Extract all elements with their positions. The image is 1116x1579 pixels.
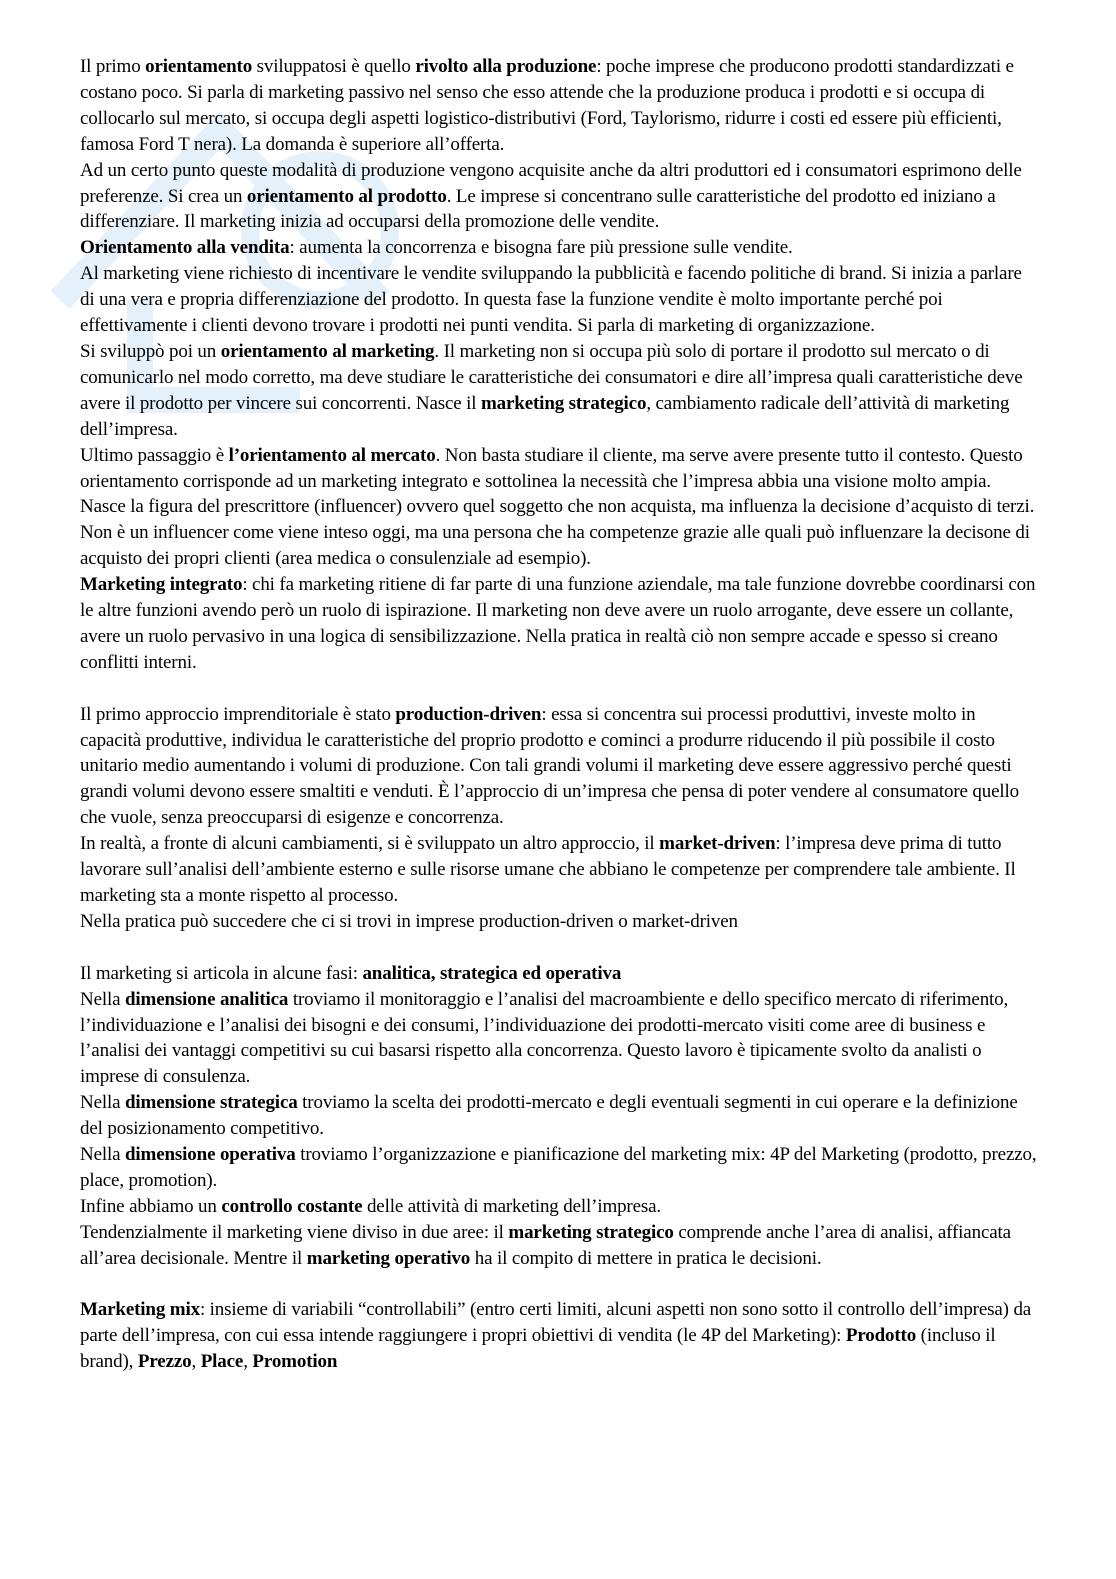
paragraph-p12 xyxy=(80,987,1040,1091)
bold-term: Prezzo xyxy=(137,1351,192,1373)
text-run: Ultimo passaggio è xyxy=(80,444,229,466)
text-run: : chi fa marketing ritiene di far parte di una funzione aziendale, ma tale funzione dovrebbe coordinarsi con le altre funzioni avendo però un ruolo di ispirazione. Il marketing non deve avere un ruolo arrogante, deve essere un collante, avere un ruolo pervasivo in una logica di sensibilizzazione. Nella pratica in realtà ciò non sempre accade e spesso si creano conflitti interni. xyxy=(80,574,1036,673)
paragraph-gap xyxy=(80,676,1040,702)
text-run: : essa si concentra sui processi produttivi, investe molto in capacità produttive, individua le caratteristiche del proprio prodotto e cominci a produrre riducendo il più possibile il costo unitario medio aumentando i volumi di produzione. Con tali grandi volumi il marketing deve essere aggressivo perché questi grandi volumi devono essere smaltiti e venduti. È l’approccio di un’impresa che pensa di poter vendere al consumatore quello che vuole, senza preoccuparsi di esigenze e concorrenza. xyxy=(80,703,1020,829)
bold-term: Marketing mix xyxy=(80,1299,200,1321)
bold-term: marketing operativo xyxy=(306,1247,471,1269)
text-run: Si sviluppò poi un xyxy=(80,340,221,362)
paragraph-p17 xyxy=(80,1297,1040,1375)
text-run: In realtà, a fronte di alcuni cambiamenti, si è sviluppato un altro approccio, il xyxy=(80,833,660,855)
text-run: Il primo approccio imprenditoriale è stato xyxy=(80,703,396,725)
paragraph-p10 xyxy=(80,909,1040,935)
text-run: . Il marketing non si occupa più solo di portare il prodotto sul mercato o di comunicarlo nel modo corretto, ma deve studiare le caratteristiche dei consumatori e dire all’impresa quali caratteristiche deve avere il prodotto per vincere sui concorrenti. Nasce il xyxy=(80,340,1023,414)
bold-term: orientamento xyxy=(145,56,253,77)
bold-term: dimensione strategica xyxy=(125,1092,298,1114)
text-run: sviluppatosi è quello xyxy=(252,56,416,77)
bold-term: orientamento al marketing xyxy=(220,340,435,362)
text-run: troviamo la scelta dei prodotti-mercato e degli eventuali segmenti in cui operare e la definizione del posizionamento competitivo. xyxy=(80,1092,1018,1140)
text-run: (incluso il brand), xyxy=(80,1325,996,1373)
text-run: . Non basta studiare il cliente, ma serve avere presente tutto il contesto. Questo orientamento corrisponde ad un marketing integrato e sottolinea la necessità che l’impresa abbia una visione molto ampia. Nasce la figura del prescrittore (influencer) ovvero quel soggetto che non acquista, ma influenza la decisione d’acquisto di terzi. Non è un influencer come viene inteso oggi, ma una persona che ha competenze grazie alle quali può influenzare la decisone di acquisto dei propri clienti (area medica o consulenziale ad esempio). xyxy=(80,444,1035,570)
text-run: Infine abbiamo un xyxy=(80,1195,222,1217)
bold-term: dimensione operativa xyxy=(125,1144,296,1166)
text-run: : aumenta la concorrenza e bisogna fare più pressione sulle vendite. xyxy=(289,237,793,259)
bold-term: market-driven xyxy=(659,833,776,855)
bold-term: Marketing integrato xyxy=(80,574,243,596)
paragraph-p9 xyxy=(80,831,1040,909)
paragraph-p5 xyxy=(80,339,1040,443)
text-run: troviamo l’organizzazione e pianificazione del marketing mix: 4P del Marketing (prodotto, prezzo, place, promotion). xyxy=(80,1144,1037,1191)
bold-term: Place xyxy=(200,1351,244,1373)
paragraph-p8 xyxy=(80,702,1040,832)
paragraph-p13 xyxy=(80,1090,1040,1142)
bold-term: marketing strategico xyxy=(481,392,647,414)
bold-term: controllo costante xyxy=(221,1195,363,1217)
paragraph-p3 xyxy=(80,235,1040,261)
text-run: Nella pratica può succedere che ci si trovi in imprese production-driven o market-driven xyxy=(80,910,738,932)
paragraph-p11 xyxy=(80,961,1040,987)
text-run: troviamo il monitoraggio e l’analisi del macroambiente e dello specifico mercato di riferimento, l’individuazione e l’analisi dei bisogni e dei consumi, l’individuazione dei prodotti-mercato visiti come aree di business e l’analisi dei vantaggi competitivi su cui basarsi rispetto alla concorrenza. Questo lavoro è tipicamente svolto da analisti o imprese di consulenza. xyxy=(80,988,1009,1088)
bold-term: analitica, strategica ed operativa xyxy=(362,962,622,984)
text-run: , xyxy=(243,1351,253,1373)
paragraph-p14 xyxy=(80,1142,1040,1194)
bold-term: orientamento al prodotto xyxy=(246,185,447,207)
text-run: Ad un certo punto queste modalità di produzione vengono acquisite anche da altri produttori ed i consumatori esprimono delle preferenze. Si crea un xyxy=(80,159,1022,207)
paragraph-gap xyxy=(80,1272,1040,1298)
text-run: Nella xyxy=(80,988,125,1010)
paragraph-p1 xyxy=(80,54,1040,158)
bold-term: Promotion xyxy=(252,1351,338,1373)
paragraph-p7 xyxy=(80,572,1040,676)
text-run: Al marketing viene richiesto di incentivare le vendite sviluppando la pubblicità e facendo politiche di brand. Si inizia a parlare di una vera e propria differenziazione del prodotto. In questa fase la funzione vendite è molto importante perché poi effettivamente i clienti devono trovare i prodotti nei punti vendita. Si parla di marketing di organizzazione. xyxy=(80,263,1022,337)
paragraph-p4 xyxy=(80,261,1040,339)
text-run: . Le imprese si concentrano sulle caratteristiche del prodotto ed iniziano a differenziare. Il marketing inizia ad occuparsi della promozione delle vendite. xyxy=(80,185,996,233)
text-run: : poche imprese che producono prodotti standardizzati e costano poco. Si parla di marketing passivo nel senso che esso attende che la produzione produca i prodotti e si occupa di collocarlo sul mercato, si occupa degli aspetti logistico-distributivi (Ford, Taylorismo, ridurre i costi ed essere più efficienti, famosa Ford T nera). La domanda è superiore all’offerta. xyxy=(80,56,1014,155)
text-run: Nella xyxy=(80,1144,125,1166)
paragraph-gap xyxy=(80,935,1040,961)
paragraph-p16 xyxy=(80,1220,1040,1272)
text-run: , xyxy=(191,1351,201,1373)
text-run: Il marketing si articola in alcune fasi: xyxy=(80,962,363,984)
paragraph-p15 xyxy=(80,1194,1040,1220)
text-run: Tendenzialmente il marketing viene diviso in due aree: il xyxy=(80,1221,509,1243)
bold-term: rivolto alla produzione xyxy=(415,56,597,77)
bold-term: dimensione analitica xyxy=(125,988,289,1010)
bold-term: marketing strategico xyxy=(508,1221,674,1243)
text-run: comprende anche l’area di analisi, affiancata all’area decisionale. Mentre il xyxy=(80,1221,1011,1269)
text-run: ha il compito di mettere in pratica le decisioni. xyxy=(470,1247,822,1269)
bold-term: Orientamento alla vendita xyxy=(80,237,290,259)
text-run: Nella xyxy=(80,1092,125,1114)
paragraph-p6 xyxy=(80,443,1040,573)
text-run: : l’impresa deve prima di tutto lavorare sull’analisi dell’ambiente esterno e sulle risorse umane che abbiano le competenze per comprendere tale ambiente. Il marketing sta a monte rispetto al processo. xyxy=(80,833,1016,906)
text-run: , cambiamento radicale dell’attività di marketing dell’impresa. xyxy=(80,392,1010,440)
text-run: : insieme di variabili “controllabili” (entro certi limiti, alcuni aspetti non sono sotto il controllo dell’impresa) da parte dell’impresa, con cui essa intende raggiungere i propri obiettivi di vendita (le 4P del Marketing): xyxy=(80,1299,1032,1347)
paragraph-p2 xyxy=(80,158,1040,236)
document-page xyxy=(80,54,1040,1375)
bold-term: l’orientamento al mercato xyxy=(228,444,436,466)
bold-term: production-driven xyxy=(395,703,542,725)
text-run: delle attività di marketing dell’impresa. xyxy=(362,1195,662,1217)
bold-term: Prodotto xyxy=(845,1325,917,1347)
text-run: Il primo xyxy=(80,56,146,77)
